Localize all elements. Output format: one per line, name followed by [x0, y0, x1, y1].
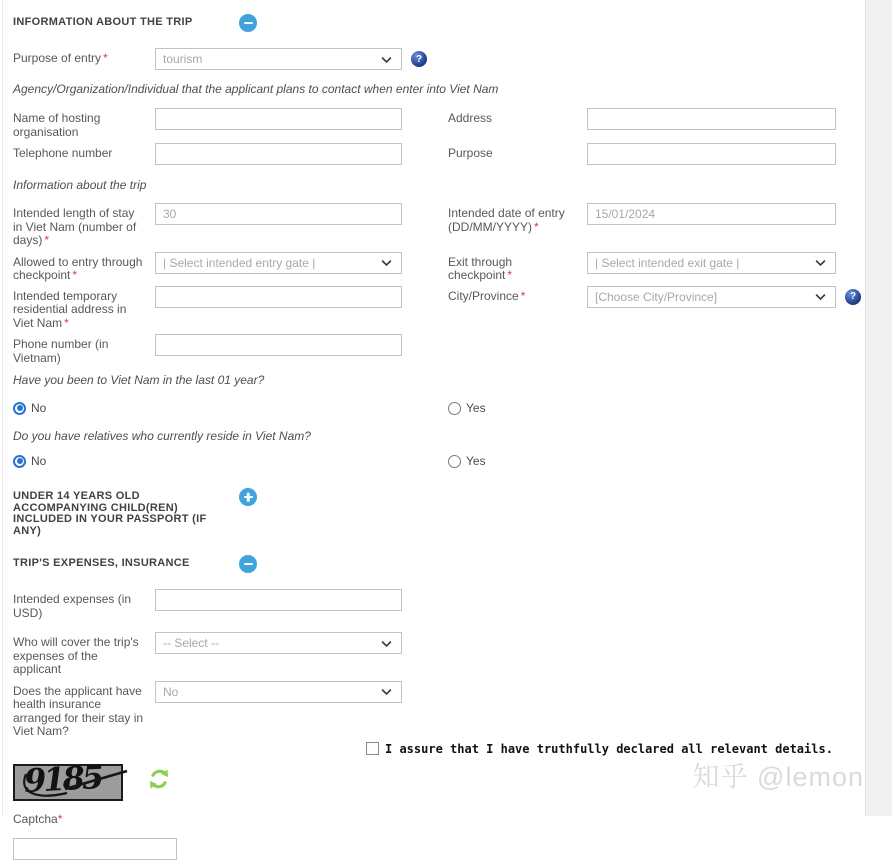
captcha-distortion	[15, 766, 125, 803]
radio-selected-icon	[13, 402, 26, 415]
declaration-row	[366, 742, 849, 756]
row-hosting-address	[13, 108, 849, 139]
chevron-down-icon	[379, 636, 394, 651]
address-input[interactable]	[587, 108, 836, 130]
chevron-down-icon	[379, 52, 394, 67]
question-relatives: Do you have relatives who currently reside in Viet Nam?	[13, 429, 311, 443]
address-label: Address	[448, 111, 493, 125]
exit-checkpoint-label: Exit through checkpoint *	[448, 254, 513, 282]
purpose-of-entry-select[interactable]: tourism	[155, 48, 402, 70]
row-telephone-purpose	[13, 143, 849, 165]
telephone-input[interactable]	[155, 143, 402, 165]
telephone-label: Telephone number	[13, 146, 113, 160]
temp-address-label: Intended temporary residential address in Viet Nam *	[13, 288, 127, 330]
captcha-input[interactable]	[13, 838, 177, 860]
row-checkpoints	[13, 252, 849, 283]
phone-vietnam-input[interactable]	[155, 334, 402, 356]
section-title-trip: INFORMATION ABOUT THE TRIP	[13, 16, 193, 28]
relatives-no-radio[interactable]: No	[13, 454, 448, 468]
radio-row-been	[13, 401, 849, 415]
health-insurance-label: Does the applicant have health insurance arranged for their stay in Viet Nam?	[13, 683, 144, 738]
relatives-yes-radio[interactable]: Yes	[448, 454, 849, 468]
agency-note: Agency/Organization/Individual that the applicant plans to contact when enter into Viet Nam	[13, 82, 499, 96]
collapse-icon[interactable]	[239, 555, 257, 573]
row-stay-date	[13, 203, 849, 248]
chevron-down-icon	[813, 255, 828, 270]
exit-checkpoint-select[interactable]: | Select intended exit gate |	[587, 252, 836, 274]
length-of-stay-label: Intended length of stay in Viet Nam (number of days) *	[13, 206, 137, 247]
refresh-icon[interactable]	[147, 767, 171, 796]
hosting-name-label: Name of hosting organisation	[13, 111, 101, 139]
purpose-of-entry-label: Purpose of entry *	[13, 51, 108, 65]
entry-checkpoint-label: Allowed to entry through checkpoint *	[13, 254, 143, 282]
section-header-children	[13, 488, 849, 537]
purpose-label: Purpose	[448, 146, 493, 160]
row-health-insurance	[13, 681, 849, 739]
expand-icon[interactable]	[239, 488, 257, 506]
section-title-children: UNDER 14 YEARS OLD ACCOMPANYING CHILD(REN) INCLUDED IN YOUR PASSPORT (IF ANY)	[13, 490, 207, 537]
radio-selected-icon	[13, 455, 26, 468]
trip-form	[13, 14, 857, 860]
temp-address-input[interactable]	[155, 286, 402, 308]
help-icon[interactable]: ?	[845, 289, 861, 305]
section-title-expenses: TRIP'S EXPENSES, INSURANCE	[13, 557, 190, 569]
city-province-select[interactable]: [Choose City/Province]	[587, 286, 836, 308]
purpose-input[interactable]	[587, 143, 836, 165]
chevron-down-icon	[379, 684, 394, 699]
city-province-label: City/Province *	[448, 288, 526, 303]
declaration-checkbox[interactable]	[366, 742, 379, 755]
scrollbar-track[interactable]	[865, 0, 892, 816]
expenses-cover-select[interactable]: -- Select --	[155, 632, 402, 654]
chevron-down-icon	[813, 289, 828, 304]
been-no-radio[interactable]: No	[13, 401, 448, 415]
row-address-city	[13, 286, 857, 331]
date-of-entry-label: Intended date of entry (DD/MM/YYYY) *	[448, 206, 565, 234]
page-left-border	[2, 0, 3, 816]
health-insurance-select[interactable]: No	[155, 681, 402, 703]
intended-expenses-label: Intended expenses (in USD)	[13, 592, 132, 620]
captcha-label: Captcha*	[13, 811, 63, 826]
radio-row-relatives	[13, 454, 849, 468]
watermark: 知乎 @lemon	[692, 762, 864, 792]
captcha-code: 9185	[23, 757, 103, 800]
section-header-trip	[13, 14, 849, 32]
declaration-label: I assure that I have truthfully declared all relevant details.	[385, 741, 833, 756]
captcha-image	[13, 757, 123, 801]
question-been-to-vietnam: Have you been to Viet Nam in the last 01 year?	[13, 373, 265, 387]
entry-checkpoint-select[interactable]: | Select intended entry gate |	[155, 252, 402, 274]
row-purpose-of-entry	[13, 48, 849, 70]
trip-info-note: Information about the trip	[13, 178, 147, 192]
been-yes-radio[interactable]: Yes	[448, 401, 849, 415]
collapse-icon[interactable]	[239, 14, 257, 32]
radio-unselected-icon	[448, 455, 461, 468]
radio-unselected-icon	[448, 402, 461, 415]
hosting-name-input[interactable]	[155, 108, 402, 130]
section-header-expenses	[13, 555, 849, 573]
expenses-cover-label: Who will cover the trip's expenses of the applicant	[13, 635, 139, 676]
row-expenses-cover	[13, 632, 849, 677]
row-intended-expenses	[13, 589, 849, 620]
date-of-entry-input[interactable]	[587, 203, 836, 225]
help-icon[interactable]: ?	[411, 51, 427, 67]
row-phone-vietnam	[13, 334, 849, 365]
phone-vietnam-label: Phone number (in Vietnam)	[13, 337, 109, 365]
intended-expenses-input[interactable]	[155, 589, 402, 611]
chevron-down-icon	[379, 255, 394, 270]
length-of-stay-input[interactable]	[155, 203, 402, 225]
